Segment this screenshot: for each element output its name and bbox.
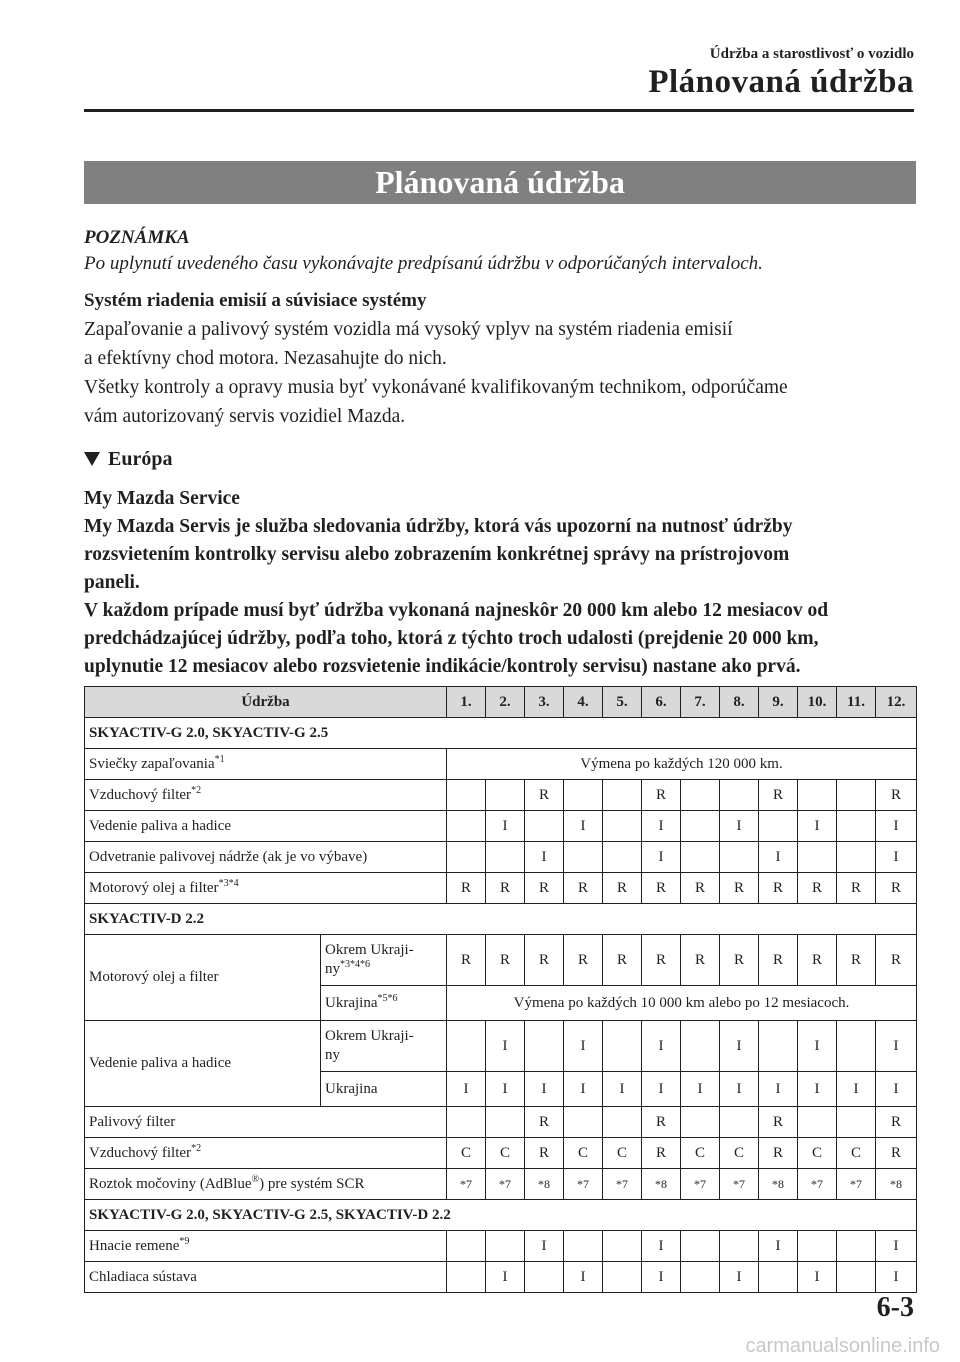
- schedule-cell: [486, 780, 525, 811]
- schedule-cell: R: [525, 780, 564, 811]
- schedule-cell: R: [837, 873, 876, 904]
- service-heading: My Mazda Service: [84, 488, 240, 509]
- schedule-cell: [681, 1262, 720, 1293]
- schedule-cell: I: [642, 1072, 681, 1107]
- schedule-cell: R: [681, 873, 720, 904]
- schedule-cell: [603, 1021, 642, 1072]
- schedule-cell: [837, 1107, 876, 1138]
- schedule-cell: [564, 1107, 603, 1138]
- schedule-cell: I: [525, 1072, 564, 1107]
- schedule-cell: [798, 780, 837, 811]
- schedule-cell: [564, 1231, 603, 1262]
- schedule-cell: R: [486, 935, 525, 986]
- interval-col: 1.: [447, 687, 486, 718]
- schedule-cell: *8: [642, 1169, 681, 1200]
- schedule-cell: [837, 842, 876, 873]
- schedule-cell: [681, 780, 720, 811]
- schedule-cell: I: [681, 1072, 720, 1107]
- interval-col: 5.: [603, 687, 642, 718]
- schedule-cell: I: [525, 842, 564, 873]
- schedule-cell: R: [876, 1138, 917, 1169]
- table-row: [85, 1138, 917, 1169]
- schedule-cell: I: [720, 1072, 759, 1107]
- interval-col: 3.: [525, 687, 564, 718]
- schedule-cell: [603, 1107, 642, 1138]
- interval-col: 11.: [837, 687, 876, 718]
- schedule-cell: [447, 1107, 486, 1138]
- schedule-cell: *7: [603, 1169, 642, 1200]
- engine-band-row: [85, 1200, 917, 1231]
- row-label: Vedenie paliva a hadice: [85, 811, 447, 842]
- schedule-cell: R: [720, 873, 759, 904]
- schedule-cell: I: [564, 1021, 603, 1072]
- schedule-cell: [603, 842, 642, 873]
- schedule-cell: [798, 842, 837, 873]
- schedule-cell: *7: [681, 1169, 720, 1200]
- schedule-cell: I: [642, 842, 681, 873]
- row-label: Palivový filter: [85, 1107, 447, 1138]
- schedule-cell: R: [798, 935, 837, 986]
- schedule-cell: [837, 1021, 876, 1072]
- header-divider: [84, 109, 914, 112]
- row-label: Motorový olej a filter$^{*3*4}$: [85, 873, 447, 904]
- schedule-cell: R: [564, 873, 603, 904]
- schedule-cell: [447, 1231, 486, 1262]
- interval-col: 8.: [720, 687, 759, 718]
- schedule-cell: [837, 780, 876, 811]
- schedule-cell: I: [798, 1072, 837, 1107]
- schedule-cell: *7: [798, 1169, 837, 1200]
- row-label: Vedenie paliva a hadice: [85, 1021, 321, 1107]
- row-label: Vzduchový filter$^{*2}$: [85, 1138, 447, 1169]
- schedule-cell: *7: [837, 1169, 876, 1200]
- schedule-cell: C: [720, 1138, 759, 1169]
- schedule-cell: I: [798, 1021, 837, 1072]
- schedule-cell: [681, 811, 720, 842]
- schedule-cell: I: [486, 811, 525, 842]
- schedule-cell: I: [876, 1021, 917, 1072]
- schedule-cell: [447, 1021, 486, 1072]
- schedule-cell: [798, 1107, 837, 1138]
- emission-line: vám autorizovaný servis vozidiel Mazda.: [84, 406, 406, 427]
- schedule-cell: I: [759, 842, 798, 873]
- schedule-cell: *7: [564, 1169, 603, 1200]
- schedule-cell: *7: [486, 1169, 525, 1200]
- service-line: uplynutie 12 mesiacov alebo rozsvietenie indikácie/kontroly servisu) nastane ako prvá.: [84, 656, 801, 677]
- schedule-cell: [564, 780, 603, 811]
- schedule-cell: R: [525, 873, 564, 904]
- engine-band-row: [85, 718, 917, 749]
- row-label: Roztok močoviny (AdBlue®) pre systém SCR: [85, 1169, 447, 1200]
- schedule-cell: R: [759, 935, 798, 986]
- engine-band-label: SKYACTIV-D 2.2: [85, 904, 917, 935]
- schedule-cell: R: [525, 935, 564, 986]
- watermark: carmanualsonline.info: [745, 1335, 940, 1357]
- table-row: [85, 873, 917, 904]
- row-label: Chladiaca sústava: [85, 1262, 447, 1293]
- body-content: [84, 225, 916, 681]
- schedule-cell: I: [720, 811, 759, 842]
- schedule-cell: C: [447, 1138, 486, 1169]
- interval-col: 10.: [798, 687, 837, 718]
- row-label: Hnacie remene$^{*9}$: [85, 1231, 447, 1262]
- schedule-cell: I: [447, 1072, 486, 1107]
- engine-band-label: SKYACTIV-G 2.0, SKYACTIV-G 2.5: [85, 718, 917, 749]
- schedule-cell: R: [525, 1138, 564, 1169]
- row-label: Odvetranie palivovej nádrže (ak je vo výbave): [85, 842, 447, 873]
- table-row: [85, 1169, 917, 1200]
- schedule-cell: [720, 780, 759, 811]
- schedule-cell: I: [876, 1072, 917, 1107]
- row-span-text: Výmena po každých 120 000 km.: [447, 749, 917, 780]
- row-sub-label: Ukrajina$^{*5*6}$: [321, 986, 447, 1021]
- schedule-cell: [447, 780, 486, 811]
- schedule-cell: I: [486, 1072, 525, 1107]
- schedule-cell: [447, 1262, 486, 1293]
- schedule-cell: [759, 811, 798, 842]
- table-row: [85, 780, 917, 811]
- engine-band-label: SKYACTIV-G 2.0, SKYACTIV-G 2.5, SKYACTIV-D 2.2: [85, 1200, 917, 1231]
- schedule-cell: R: [447, 935, 486, 986]
- schedule-cell: [447, 842, 486, 873]
- schedule-cell: I: [564, 1262, 603, 1293]
- schedule-cell: I: [876, 811, 917, 842]
- service-line: paneli.: [84, 572, 140, 593]
- schedule-cell: I: [486, 1262, 525, 1293]
- table-row: [85, 935, 917, 986]
- schedule-cell: *8: [525, 1169, 564, 1200]
- service-line: V každom prípade musí byť údržba vykonaná najneskôr 20 000 km alebo 12 mesiacov od: [84, 600, 829, 621]
- maintenance-schedule-table: [84, 686, 917, 1293]
- table-row: [85, 1107, 917, 1138]
- schedule-cell: C: [798, 1138, 837, 1169]
- emission-heading: Systém riadenia emisií a súvisiace systémy: [84, 290, 427, 311]
- schedule-cell: C: [564, 1138, 603, 1169]
- interval-col: 9.: [759, 687, 798, 718]
- schedule-cell: [798, 1231, 837, 1262]
- region-label: Európa: [108, 448, 173, 470]
- schedule-cell: C: [837, 1138, 876, 1169]
- emission-line: Zapaľovanie a palivový systém vozidla má vysoký vplyv na systém riadenia emisií: [84, 319, 733, 340]
- schedule-cell: R: [681, 935, 720, 986]
- schedule-cell: I: [720, 1021, 759, 1072]
- schedule-cell: [447, 811, 486, 842]
- emission-line: a efektívny chod motora. Nezasahujte do nich.: [84, 348, 447, 369]
- schedule-cell: I: [798, 811, 837, 842]
- running-header-title: Plánovaná údržba: [648, 64, 914, 100]
- schedule-cell: [837, 811, 876, 842]
- schedule-cell: R: [642, 935, 681, 986]
- schedule-cell: *8: [759, 1169, 798, 1200]
- schedule-cell: R: [759, 1107, 798, 1138]
- schedule-cell: [564, 842, 603, 873]
- schedule-cell: C: [486, 1138, 525, 1169]
- schedule-cell: I: [798, 1262, 837, 1293]
- schedule-cell: R: [876, 935, 917, 986]
- section-title: Plánovaná údržba: [375, 164, 625, 200]
- schedule-cell: R: [798, 873, 837, 904]
- note-label: POZNÁMKA: [84, 227, 190, 248]
- table-row: [85, 842, 917, 873]
- schedule-cell: I: [486, 1021, 525, 1072]
- schedule-cell: [525, 1021, 564, 1072]
- schedule-cell: R: [876, 780, 917, 811]
- row-sub-label: Okrem Ukraji- $ny^{*3*4*6}$: [321, 935, 447, 986]
- schedule-cell: [720, 1107, 759, 1138]
- interval-col: 6.: [642, 687, 681, 718]
- schedule-cell: I: [642, 1231, 681, 1262]
- schedule-cell: R: [564, 935, 603, 986]
- schedule-cell: I: [603, 1072, 642, 1107]
- schedule-cell: *8: [876, 1169, 917, 1200]
- schedule-cell: I: [759, 1072, 798, 1107]
- schedule-cell: R: [837, 935, 876, 986]
- schedule-cell: [603, 780, 642, 811]
- header-label: Údržba: [85, 687, 447, 718]
- table-header-row: [85, 687, 917, 718]
- schedule-cell: [603, 1262, 642, 1293]
- schedule-cell: I: [876, 1262, 917, 1293]
- schedule-cell: [720, 1231, 759, 1262]
- running-header-subtitle: Údržba a starostlivosť o vozidlo: [709, 46, 914, 62]
- schedule-cell: [486, 842, 525, 873]
- schedule-cell: R: [642, 873, 681, 904]
- table-row: [85, 1262, 917, 1293]
- schedule-cell: I: [564, 811, 603, 842]
- schedule-cell: [759, 1021, 798, 1072]
- interval-col: 4.: [564, 687, 603, 718]
- schedule-cell: [525, 811, 564, 842]
- engine-band-row: [85, 904, 917, 935]
- schedule-cell: R: [876, 1107, 917, 1138]
- schedule-cell: R: [642, 1138, 681, 1169]
- schedule-cell: R: [603, 935, 642, 986]
- schedule-cell: R: [759, 873, 798, 904]
- schedule-cell: R: [876, 873, 917, 904]
- row-sub-label: Ukrajina: [321, 1072, 447, 1107]
- schedule-cell: I: [720, 1262, 759, 1293]
- table-row: [85, 749, 917, 780]
- interval-col: 12.: [876, 687, 917, 718]
- schedule-cell: *7: [720, 1169, 759, 1200]
- schedule-cell: R: [759, 780, 798, 811]
- table-row: [85, 1021, 917, 1072]
- row-span-text: Výmena po každých 10 000 km alebo po 12 mesiacoch.: [447, 986, 917, 1021]
- row-sub-label: Okrem Ukraji- ny: [321, 1021, 447, 1072]
- schedule-cell: R: [486, 873, 525, 904]
- row-label: Vzduchový filter$^{*2}$: [85, 780, 447, 811]
- schedule-cell: I: [564, 1072, 603, 1107]
- schedule-cell: [525, 1262, 564, 1293]
- schedule-cell: R: [642, 1107, 681, 1138]
- schedule-cell: R: [759, 1138, 798, 1169]
- emission-line: Všetky kontroly a opravy musia byť vykonávané kvalifikovaným technikom, odporúčame: [84, 377, 788, 398]
- row-label: Sviečky zapaľovania$^{*1}$: [85, 749, 447, 780]
- schedule-cell: I: [876, 1231, 917, 1262]
- schedule-cell: R: [447, 873, 486, 904]
- schedule-cell: *7: [447, 1169, 486, 1200]
- row-label: Motorový olej a filter: [85, 935, 321, 1021]
- schedule-cell: [486, 1231, 525, 1262]
- schedule-cell: I: [876, 842, 917, 873]
- schedule-cell: I: [837, 1072, 876, 1107]
- interval-col: 2.: [486, 687, 525, 718]
- service-line: My Mazda Servis je služba sledovania údržby, ktorá vás upozorní na nutnosť údržby: [84, 516, 793, 537]
- schedule-cell: [603, 811, 642, 842]
- table-row: [85, 811, 917, 842]
- schedule-cell: I: [642, 1021, 681, 1072]
- service-block: [84, 485, 916, 681]
- service-line: predchádzajúcej údržby, podľa toho, ktorá z týchto troch udalosti (prejdenie 20 000 km,: [84, 628, 819, 649]
- schedule-cell: R: [642, 780, 681, 811]
- schedule-cell: [681, 1107, 720, 1138]
- schedule-cell: [837, 1231, 876, 1262]
- schedule-cell: [486, 1107, 525, 1138]
- schedule-cell: [681, 842, 720, 873]
- note-text: Po uplynutí uvedeného času vykonávajte predpísanú údržbu v odporúčaných intervaloch.: [84, 253, 763, 274]
- triangle-down-icon: [84, 452, 100, 466]
- schedule-cell: I: [642, 1262, 681, 1293]
- schedule-cell: R: [525, 1107, 564, 1138]
- region-heading: [84, 445, 916, 473]
- schedule-cell: [720, 842, 759, 873]
- interval-col: 7.: [681, 687, 720, 718]
- service-line: rozsvietením kontrolky servisu alebo zobrazením konkrétnej správy na prístrojovom: [84, 544, 790, 565]
- schedule-cell: [681, 1021, 720, 1072]
- section-title-bar: [84, 161, 916, 204]
- schedule-cell: [603, 1231, 642, 1262]
- schedule-cell: C: [681, 1138, 720, 1169]
- schedule-cell: I: [642, 811, 681, 842]
- schedule-cell: [837, 1262, 876, 1293]
- schedule-cell: [759, 1262, 798, 1293]
- page-number: 6-3: [876, 1292, 914, 1323]
- schedule-cell: R: [603, 873, 642, 904]
- schedule-cell: I: [525, 1231, 564, 1262]
- schedule-cell: C: [603, 1138, 642, 1169]
- schedule-cell: [681, 1231, 720, 1262]
- table-row: [85, 1231, 917, 1262]
- schedule-cell: R: [720, 935, 759, 986]
- schedule-cell: I: [759, 1231, 798, 1262]
